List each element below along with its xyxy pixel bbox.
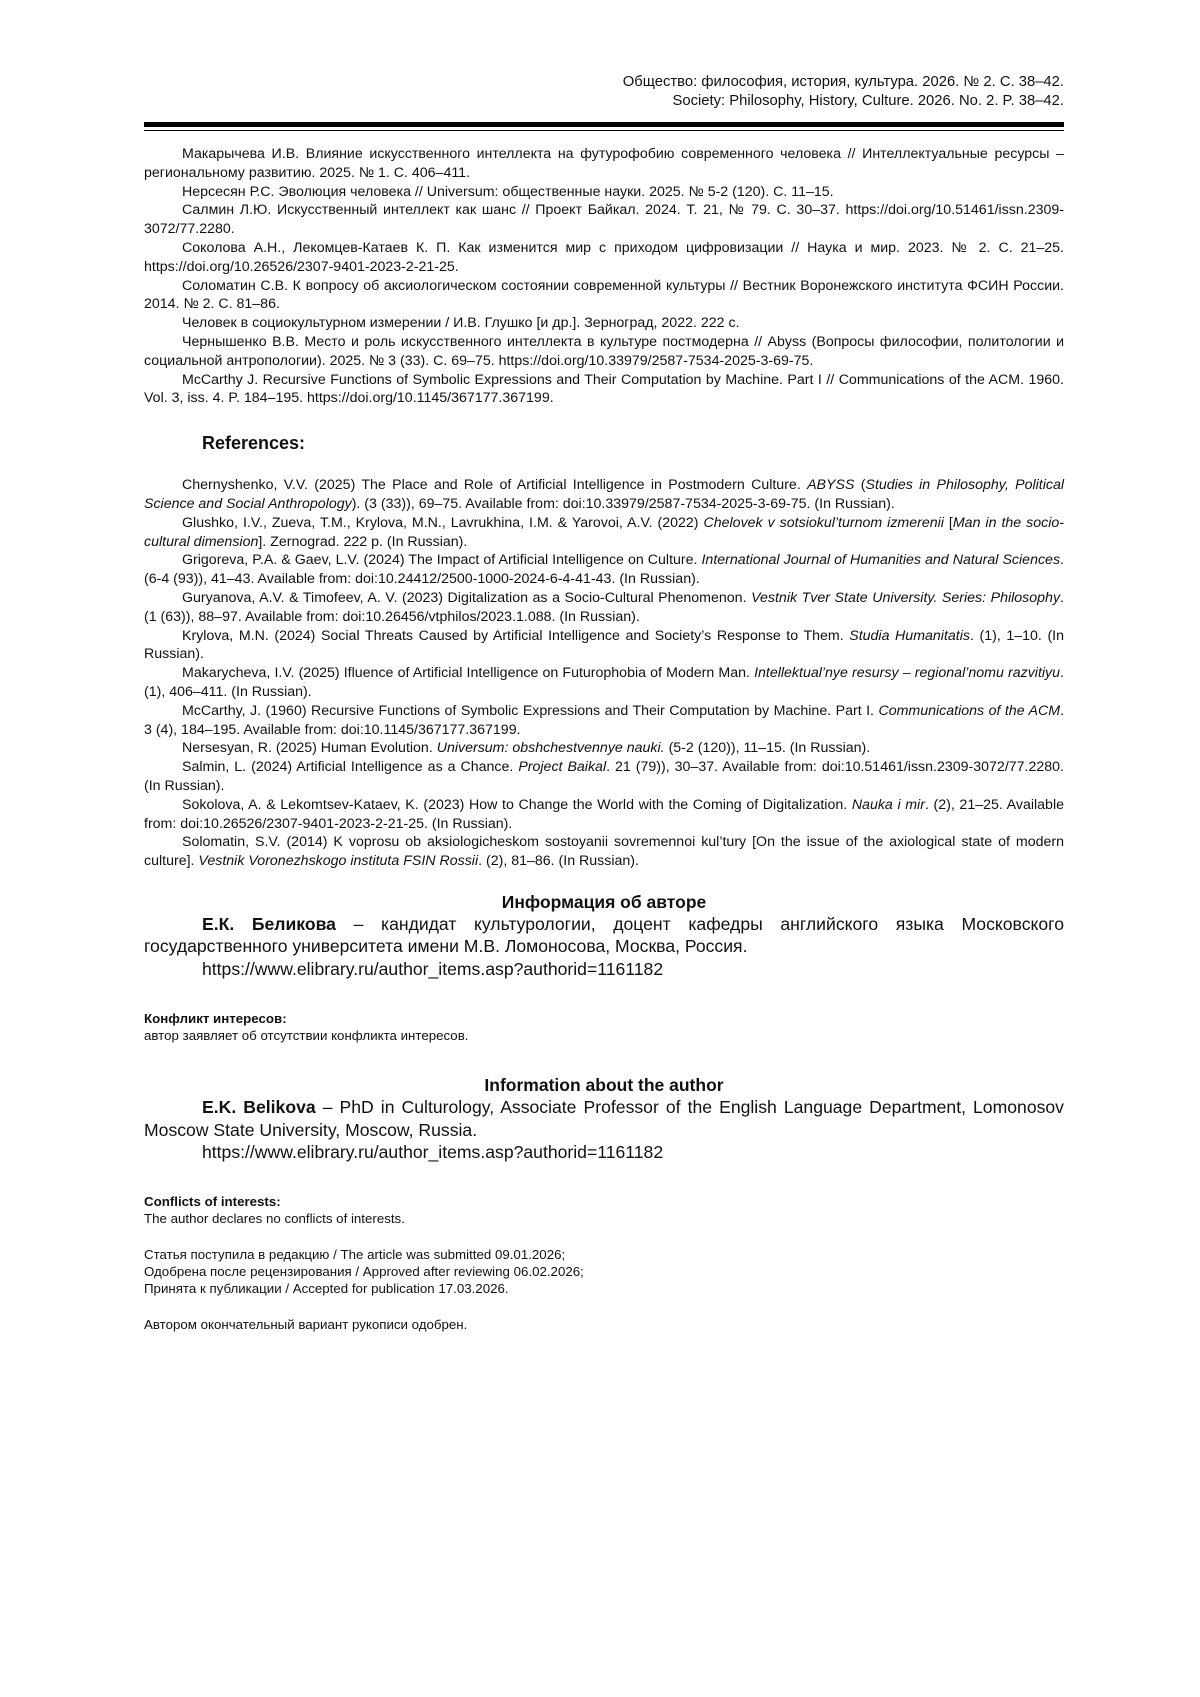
document-page [144,0,1064,1333]
publication-dates [144,1246,1064,1297]
header-rule-thick [144,122,1064,127]
author-info-heading-ru: Информация об авторе [501,891,707,912]
reference-item: Sokolova, A. & Lekomtsev-Kataev, K. (2023) How to Change the World with the Coming of Digitalization. Nauka i mir. (2), 21–25. Available from: doi:10.26526/2307-9401-2023-2-21-25. (In Russian). [144,796,1064,832]
reference-item: Человек в социокультурном измерении / И.В. Глушко [и др.]. Зерноград, 2022. 222 с. [182,315,740,332]
reference-item: Нерсесян Р.С. Эволюция человека // Universum: общественные науки. 2025. № 5-2 (120). С. 11–15. [182,183,834,200]
conflict-text-en: The author declares no conflicts of interests. [144,1211,405,1227]
reference-item: Krylova, M.N. (2024) Social Threats Caused by Artificial Intelligence and Society’s Response to Them. Studia Humanitatis. (1), 1–10. (In Russian). [144,627,1064,663]
reference-item: Makarycheva, I.V. (2025) Ifluence of Artificial Intelligence on Futurophobia of Modern Man. Intellektual’nye resursy – regional’nomu razvitiyu. (1), 406–411. (In Russian). [144,665,1064,700]
reference-list-en [144,476,1064,871]
header-rule-thin [144,130,1064,131]
reference-item: Соколова А.Н., Лекомцев-Катаев К. П. Как изменится мир с приходом цифровизации // Наука и мир. 2023. № 2. С. 21–25. https://doi.org/10.26526/2307-9401-2023-2-21-25. [144,239,1064,275]
reference-list-ru [144,145,1064,408]
reference-item: McCarthy, J. (1960) Recursive Functions of Symbolic Expressions and Their Computation by Machine. Part I. Communications of the ACM. 3 (4), 184–195. Available from: doi:10.1145/367177.367199. [144,702,1065,738]
reference-item: Салмин Л.Ю. Искусственный интеллект как шанс // Проект Байкал. 2024. Т. 21, № 79. С. 30–37. https://doi.org/10.51461/issn.2309-3072/77.2280. [144,202,1064,238]
conflict-heading-ru: Конфликт интересов: [144,1011,287,1027]
conflict-heading-en: Conflicts of interests: [144,1194,281,1210]
conflict-text-ru: автор заявляет об отсутствии конфликта интересов. [144,1028,469,1044]
reference-item: Guryanova, A.V. & Timofeev, A. V. (2023) Digitalization as a Socio-Cultural Phenomenon. Vestnik Tver State University. Series: Philosophy. (1 (63)), 88–97. Available from: doi:10.26456/vtphilos/2023.1.088. (In Russian). [144,589,1064,625]
date-submitted: Статья поступила в редакцию / The article was submitted 09.01.2026; [144,1247,566,1263]
reference-item: Chernyshenko, V.V. (2025) The Place and Role of Artificial Intelligence in Postmodern Culture. ABYSS (Studies in Philosophy, Political Science and Social Anthropology). (3 (33)), 69–75. Available from: doi:10.33979/2587-7534-2025-3-69-75. (In Russian). [144,477,1065,512]
author-info-en: E.K. Belikova – PhD in Culturology, Associate Professor of the English Language Department, Lomonosov Moscow State University, Moscow, Russia. [144,1097,1064,1140]
author-name-ru: Е.К. Беликова [202,913,336,934]
author-info-ru: Е.К. Беликова – кандидат культурологии, доцент кафедры английского языка Московского государственного университета имени М.В. Ломоносова, Москва, Россия. [144,913,1064,957]
header-line-en: Society: Philosophy, History, Culture. 2026. No. 2. P. 38–42. [672,93,1064,109]
reference-item: Salmin, L. (2024) Artificial Intelligence as a Chance. Project Baikal. 21 (79)), 30–37. Available from: doi:10.51461/issn.2309-3072/77.2280. (In Russian). [144,759,1064,794]
reference-item: Соломатин С.В. К вопросу об аксиологическом состоянии современной культуры // Вестник Воронежского института ФСИН России. 2014. № 2. С. 81–86. [144,277,1064,313]
reference-item: McCarthy J. Recursive Functions of Symbolic Expressions and Their Computation by Machine. Part I // Communications of the ACM. 1960. Vol. 3, iss. 4. P. 184–195. https://doi.org/10.1145/367177.367199. [144,371,1064,407]
author-profile-link-en[interactable]: https://www.elibrary.ru/author_items.asp?authorid=1161182 [202,1141,664,1162]
reference-item: Grigoreva, P.A. & Gaev, L.V. (2024) The Impact of Artificial Intelligence on Culture. International Journal of Humanities and Natural Sciences. (6-4 (93)), 41–43. Available from: doi:10.24412/2500-1000-2024-6-4-41-43. (In Russian). [144,552,1064,588]
date-accepted: Принята к публикации / Accepted for publication 17.03.2026. [144,1281,509,1297]
final-note: Автором окончательный вариант рукописи одобрен. [144,1317,468,1333]
reference-item: Solomatin, S.V. (2014) K voprosu ob aksiologicheskom sostoyanii sovremennoi kul’tury [On the issue of the axiological state of modern culture]. Vestnik Voronezhskogo instituta FSIN Rossii. (2), 81–86. (In Russian). [144,834,1064,870]
date-approved: Одобрена после рецензирования / Approved after reviewing 06.02.2026; [144,1264,584,1280]
header-line-ru: Общество: философия, история, культура. 2026. № 2. С. 38–42. [622,74,1064,90]
reference-item: Glushko, I.V., Zueva, T.M., Krylova, M.N., Lavrukhina, I.M. & Yarovoi, A.V. (2022) Chelovek v sotsiokul’turnom izmerenii [Man in the socio-cultural dimension]. Zernograd. 222 p. (In Russian). [144,514,1064,550]
author-name-en: E.K. Belikova [202,1097,316,1118]
reference-item: Чернышенко В.В. Место и роль искусственного интеллекта в культуре постмодерна // Abyss (Вопросы философии, политологии и социальной антропологии). 2025. № 3 (33). С. 69–75. https://doi.org/10.33979/2587-7534-2025-3-69-75. [144,333,1064,369]
reference-item: Макарычева И.В. Влияние искусственного интеллекта на футурофобию современного человека // Интеллектуальные ресурсы – региональному развитию. 2025. № 1. С. 406–411. [144,146,1064,181]
author-info-heading-en: Information about the author [484,1075,724,1096]
references-heading: References: [202,433,306,454]
reference-item: Nersesyan, R. (2025) Human Evolution. Universum: obshchestvennye nauki. (5-2 (120)), 11–15. (In Russian). [182,740,871,757]
author-profile-link-ru[interactable]: https://www.elibrary.ru/author_items.asp?authorid=1161182 [202,958,664,979]
running-header [144,73,1064,111]
